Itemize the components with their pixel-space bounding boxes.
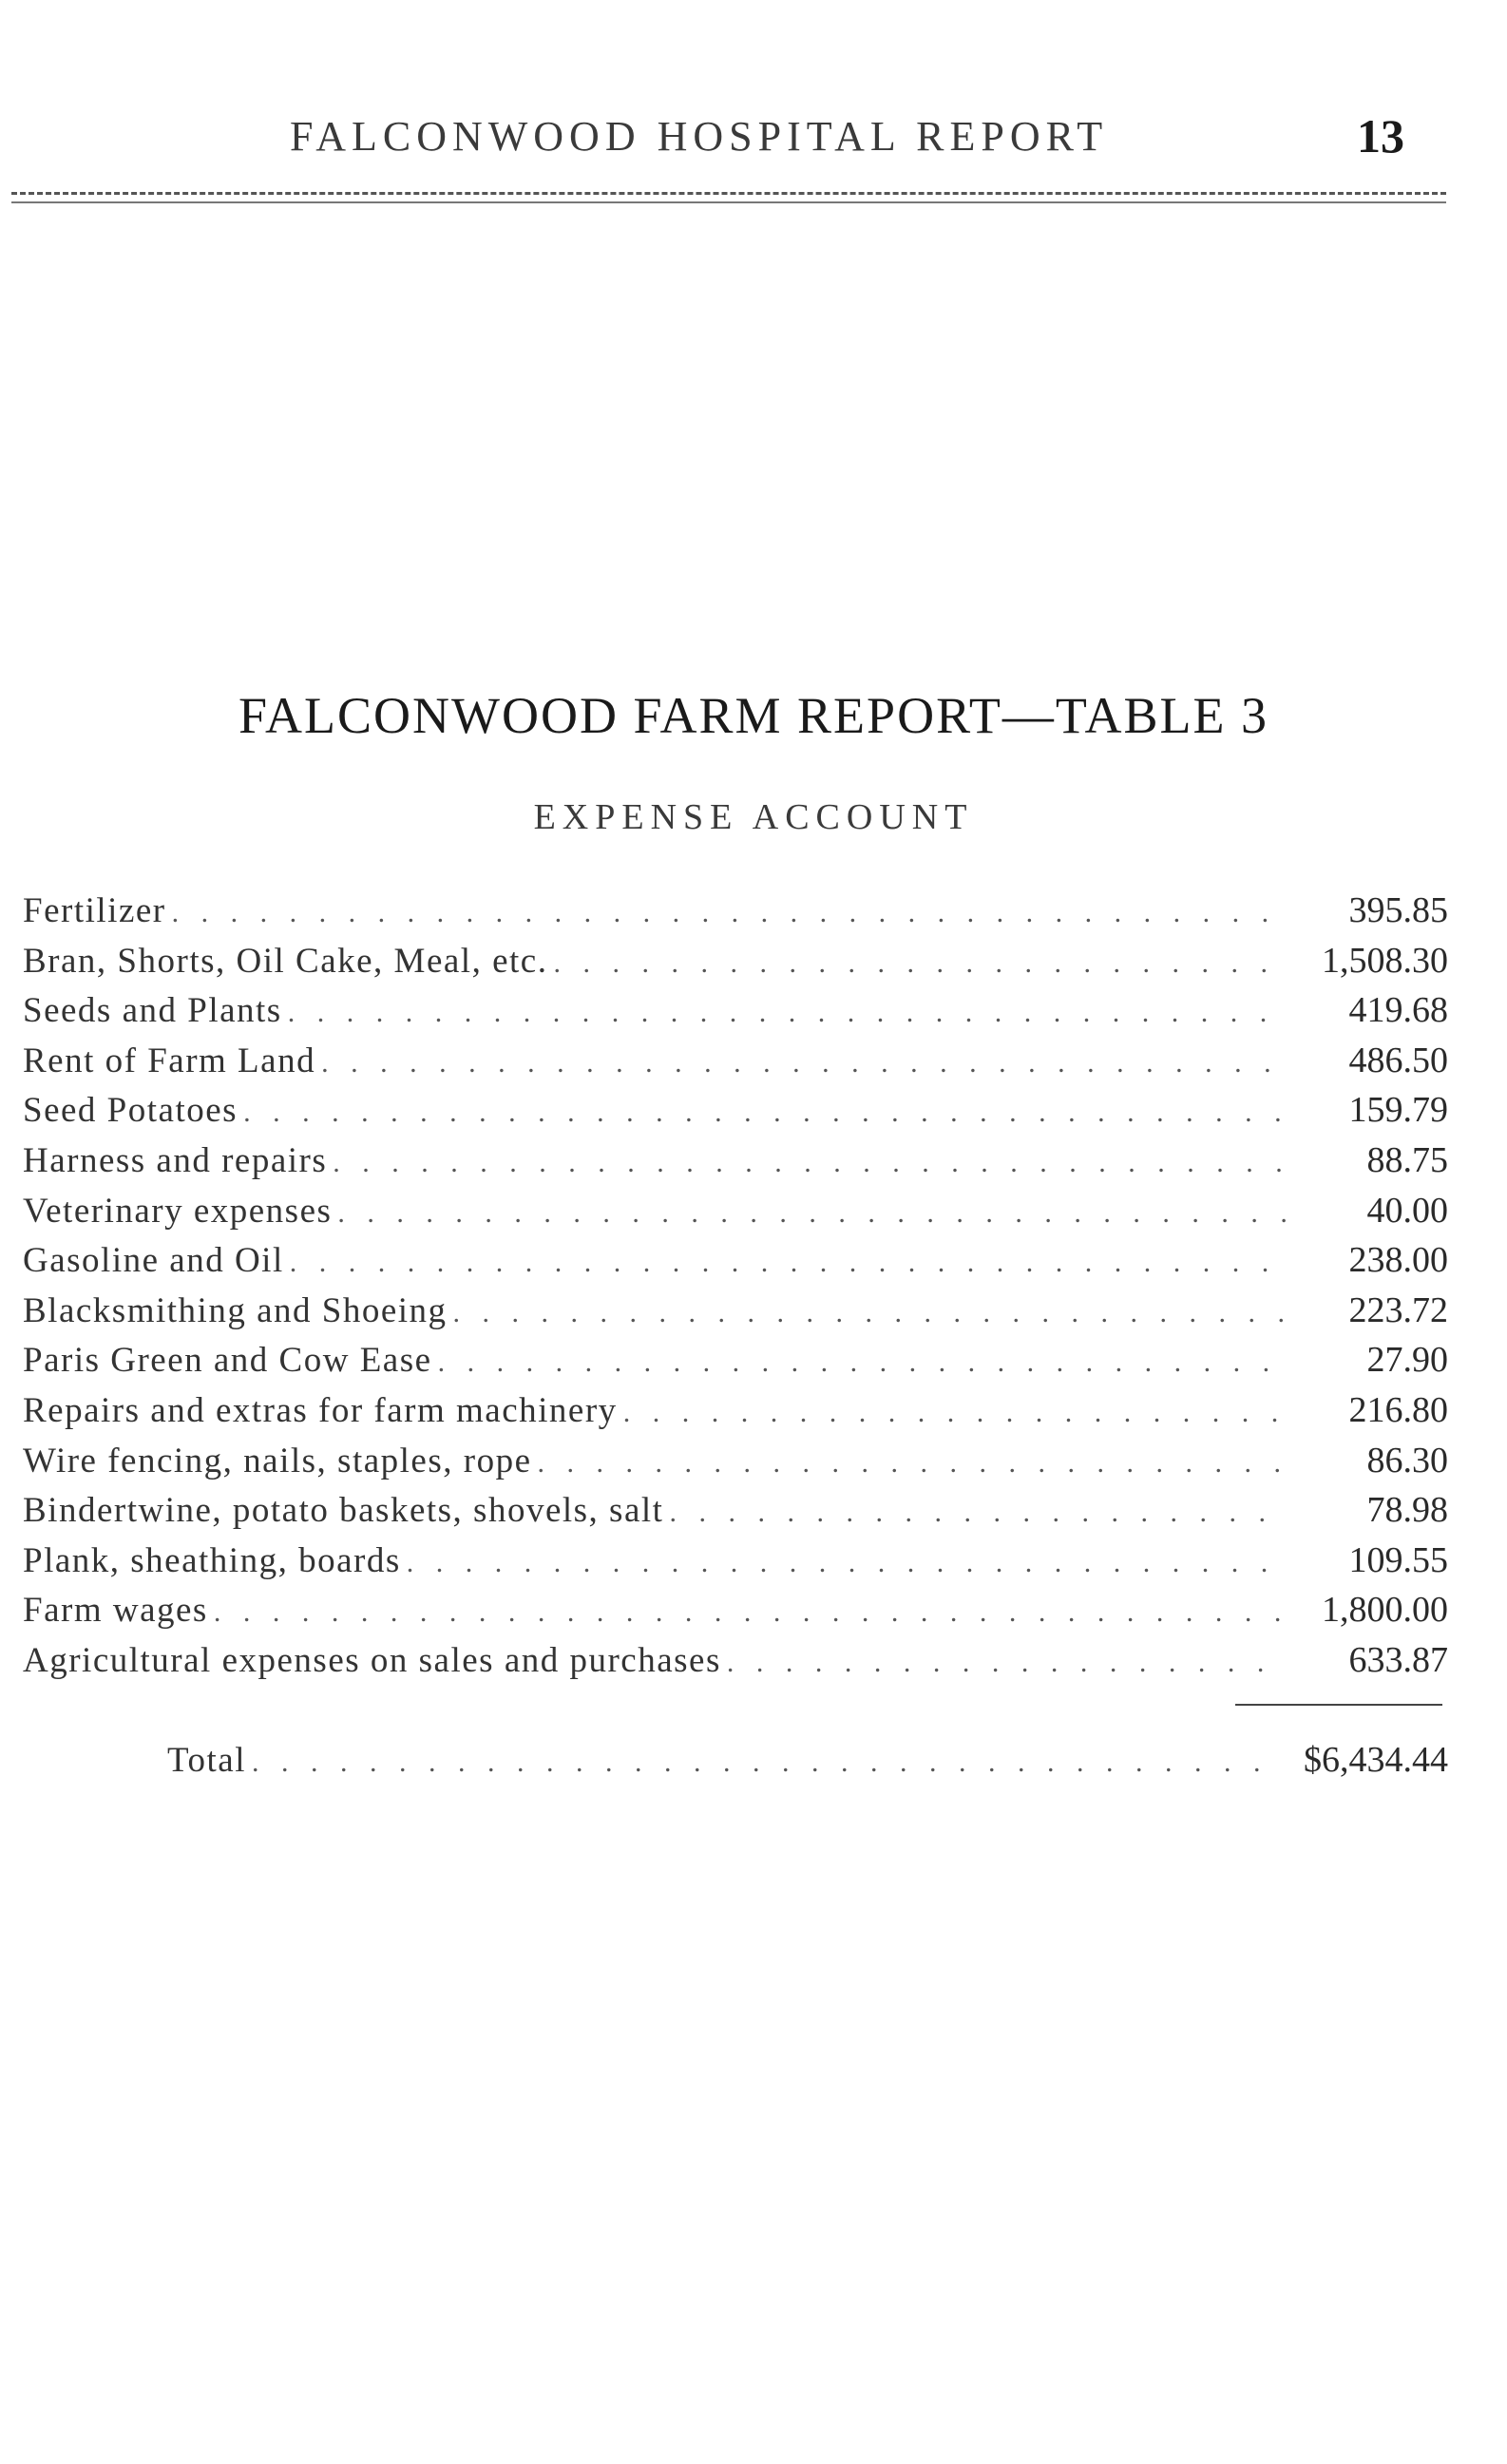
table-title: FALCONWOOD FARM REPORT—TABLE 3 — [238, 687, 1269, 744]
row-amount: 27.90 — [1366, 1340, 1448, 1381]
table-row — [23, 1339, 1448, 1389]
row-amount: 159.79 — [1348, 1090, 1448, 1131]
row-label: Blacksmithing and Shoeing — [23, 1290, 448, 1330]
header-rule — [11, 192, 1446, 195]
row-label: Farm wages — [23, 1591, 208, 1631]
row-amount: 633.87 — [1348, 1639, 1448, 1680]
table-row — [23, 1289, 1448, 1340]
row-label: Fertilizer — [23, 891, 166, 930]
leader-dots — [337, 1197, 1287, 1230]
leader-dots — [214, 1596, 1287, 1629]
row-label: Bindertwine, potato baskets, shovels, salt — [23, 1491, 664, 1531]
table-row — [23, 1139, 1448, 1190]
leader-dots — [453, 1297, 1287, 1329]
leader-dots — [727, 1647, 1287, 1679]
table-row — [23, 1440, 1448, 1490]
row-amount: 1,508.30 — [1322, 940, 1448, 981]
leader-dots — [321, 1047, 1287, 1079]
row-label: Paris Green and Cow Ease — [23, 1341, 432, 1381]
leader-dots — [623, 1397, 1287, 1429]
table-row — [23, 1589, 1448, 1639]
leader-dots — [407, 1547, 1287, 1579]
row-amount: 238.00 — [1348, 1240, 1448, 1281]
row-amount: 88.75 — [1366, 1139, 1448, 1180]
row-amount: 109.55 — [1348, 1539, 1448, 1580]
row-label: Bran, Shorts, Oil Cake, Meal, etc. — [23, 941, 548, 981]
table-row — [23, 1239, 1448, 1289]
leader-dots — [243, 1097, 1287, 1129]
leader-dots — [288, 997, 1287, 1029]
table-row — [23, 940, 1448, 990]
row-amount: 486.50 — [1348, 1040, 1448, 1080]
total-amount: $6,434.44 — [1304, 1740, 1448, 1780]
row-amount: 216.80 — [1348, 1389, 1448, 1430]
row-label: Seeds and Plants — [23, 991, 282, 1031]
row-amount: 86.30 — [1366, 1440, 1448, 1480]
total-label: Total — [167, 1741, 246, 1780]
table-row — [23, 1089, 1448, 1139]
page-number: 13 — [1357, 109, 1404, 162]
row-amount: 395.85 — [1348, 890, 1448, 930]
row-label: Plank, sheathing, boards — [23, 1540, 401, 1580]
row-label: Seed Potatoes — [23, 1091, 238, 1131]
row-amount: 1,800.00 — [1322, 1590, 1448, 1631]
table-row — [23, 1389, 1448, 1440]
row-amount: 223.72 — [1348, 1289, 1448, 1330]
row-label: Agricultural expenses on sales and purchases — [23, 1640, 721, 1680]
leader-dots — [538, 1447, 1288, 1480]
table-row — [23, 889, 1448, 940]
row-amount: 419.68 — [1348, 990, 1448, 1031]
table-row — [23, 989, 1448, 1040]
table-row — [23, 1539, 1448, 1590]
row-label: Gasoline and Oil — [23, 1241, 284, 1281]
leader-dots — [290, 1247, 1287, 1279]
leader-dots — [669, 1497, 1287, 1529]
row-label: Repairs and extras for farm machinery — [23, 1390, 618, 1430]
row-label: Harness and repairs — [23, 1140, 328, 1180]
table-row — [23, 1040, 1448, 1090]
row-label: Wire fencing, nails, staples, rope — [23, 1441, 532, 1480]
table-row — [23, 1489, 1448, 1539]
expense-table — [23, 889, 1448, 1690]
leader-dots — [553, 947, 1287, 980]
leader-dots — [333, 1147, 1287, 1179]
row-label: Veterinary expenses — [23, 1191, 333, 1231]
table-subtitle: EXPENSE ACCOUNT — [533, 797, 974, 837]
row-amount: 78.98 — [1366, 1490, 1448, 1531]
header-rule-lower — [11, 201, 1446, 203]
table-row — [23, 1639, 1448, 1690]
table-row — [23, 1190, 1448, 1240]
row-amount: 40.00 — [1366, 1190, 1448, 1231]
leader-dots — [172, 897, 1287, 929]
total-row — [167, 1739, 1448, 1781]
row-label: Rent of Farm Land — [23, 1041, 316, 1080]
total-rule — [1235, 1704, 1442, 1706]
leader-dots — [438, 1347, 1287, 1379]
leader-dots — [252, 1747, 1277, 1779]
running-header — [0, 109, 1507, 169]
running-title: FALCONWOOD HOSPITAL REPORT — [290, 113, 1109, 160]
